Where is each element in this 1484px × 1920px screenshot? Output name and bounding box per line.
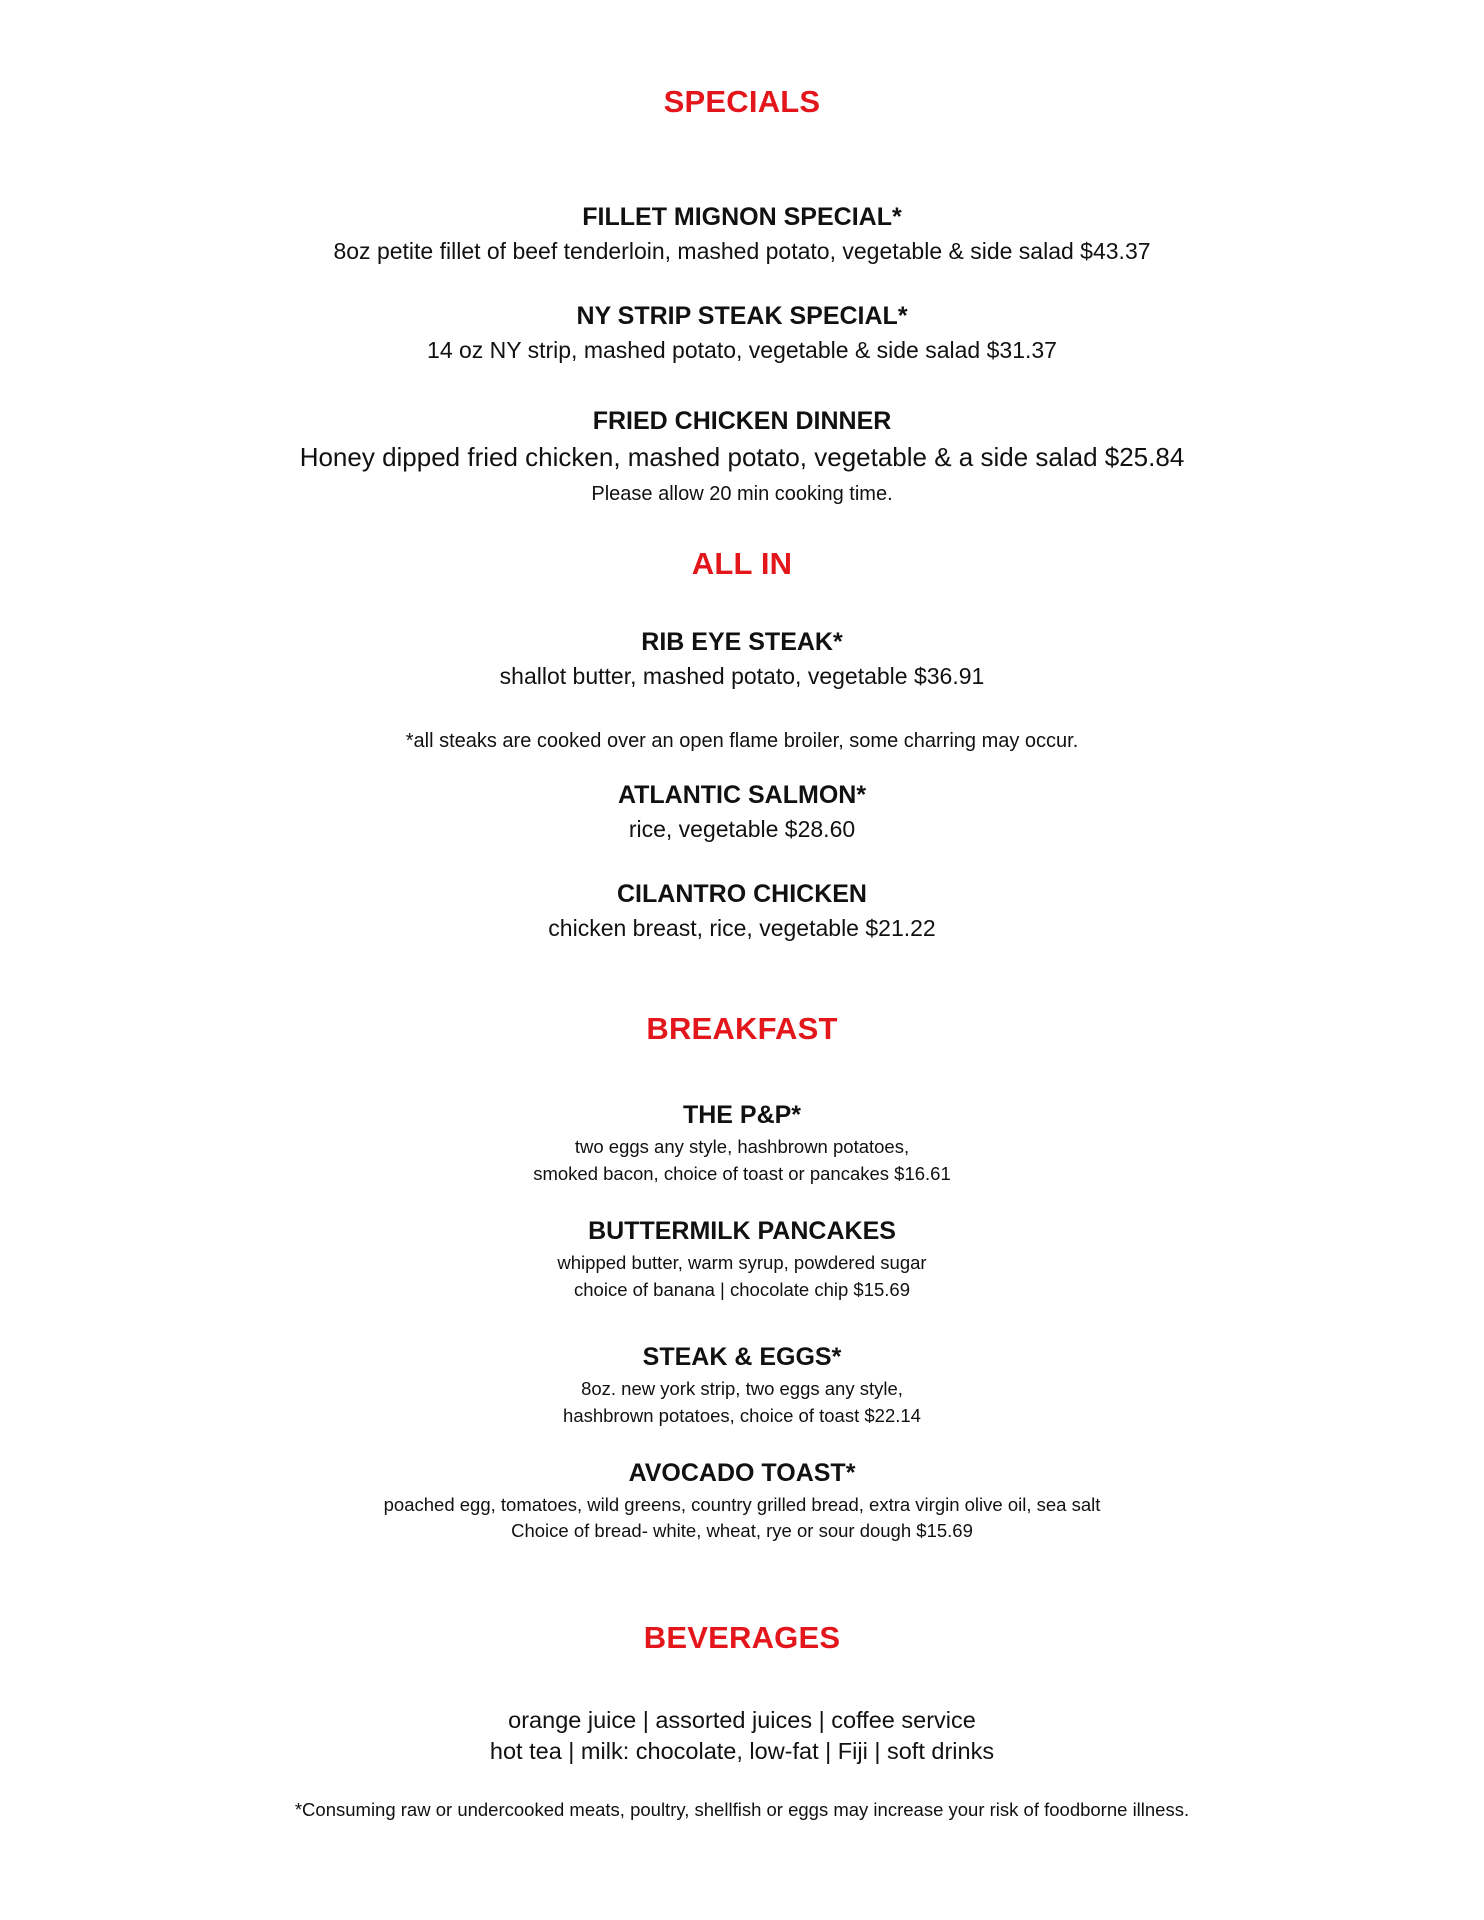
beverages-line2: hot tea | milk: chocolate, low-fat | Fiji | soft drinks	[489, 1738, 995, 1764]
item-description-avocado-line2: Choice of bread- white, wheat, rye or sour dough $15.69	[511, 1520, 973, 1541]
item-description-ny-strip: 14 oz NY strip, mashed potato, vegetable & side salad $31.37	[427, 337, 1057, 363]
item-title-rib-eye: RIB EYE STEAK*	[641, 628, 843, 656]
item-description-the-pp-line2: smoked bacon, choice of toast or pancakes $16.61	[533, 1163, 951, 1184]
item-description-cilantro-chicken: chicken breast, rice, vegetable $21.22	[548, 915, 936, 941]
foodborne-illness-disclaimer: *Consuming raw or undercooked meats, poultry, shellfish or eggs may increase your risk of foodborne illness.	[294, 1799, 1190, 1820]
item-note-fried-chicken: Please allow 20 min cooking time.	[591, 483, 893, 505]
item-description-the-pp-line1: two eggs any style, hashbrown potatoes,	[574, 1136, 910, 1157]
item-description-pancakes-line1: whipped butter, warm syrup, powdered sugar	[557, 1252, 927, 1273]
item-title-steak-eggs: STEAK & EGGS*	[642, 1343, 842, 1371]
beverages-heading: BEVERAGES	[643, 1620, 841, 1655]
steak-cooking-note: *all steaks are cooked over an open flame broiler, some charring may occur.	[405, 730, 1079, 752]
item-description-steak-eggs-line2: hashbrown potatoes, choice of toast $22.14	[563, 1405, 921, 1426]
item-title-buttermilk-pancakes: BUTTERMILK PANCAKES	[588, 1217, 896, 1245]
item-title-fillet-mignon: FILLET MIGNON SPECIAL*	[582, 203, 902, 231]
item-title-fried-chicken: FRIED CHICKEN DINNER	[592, 407, 892, 435]
item-description-rib-eye: shallot butter, mashed potato, vegetable $36.91	[499, 663, 985, 689]
item-description-pancakes-line2: choice of banana | chocolate chip $15.69	[574, 1279, 910, 1300]
item-description-steak-eggs-line1: 8oz. new york strip, two eggs any style,	[581, 1378, 903, 1399]
item-title-ny-strip: NY STRIP STEAK SPECIAL*	[576, 302, 908, 330]
item-title-atlantic-salmon: ATLANTIC SALMON*	[617, 781, 867, 809]
item-description-avocado-line1: poached egg, tomatoes, wild greens, country grilled bread, extra virgin olive oil, sea salt	[383, 1494, 1101, 1515]
item-description-atlantic-salmon: rice, vegetable $28.60	[628, 816, 856, 842]
item-description-fried-chicken: Honey dipped fried chicken, mashed potato, vegetable & a side salad $25.84	[299, 442, 1185, 472]
beverages-line1: orange juice | assorted juices | coffee service	[508, 1707, 976, 1733]
specials-heading: SPECIALS	[663, 84, 821, 119]
item-description-fillet-mignon: 8oz petite fillet of beef tenderloin, mashed potato, vegetable & side salad $43.37	[333, 238, 1151, 264]
breakfast-heading: BREAKFAST	[646, 1011, 838, 1046]
all-in-heading: ALL IN	[691, 546, 793, 581]
item-title-avocado-toast: AVOCADO TOAST*	[628, 1459, 856, 1487]
item-title-the-pp: THE P&P*	[682, 1101, 802, 1129]
item-title-cilantro-chicken: CILANTRO CHICKEN	[617, 880, 867, 908]
